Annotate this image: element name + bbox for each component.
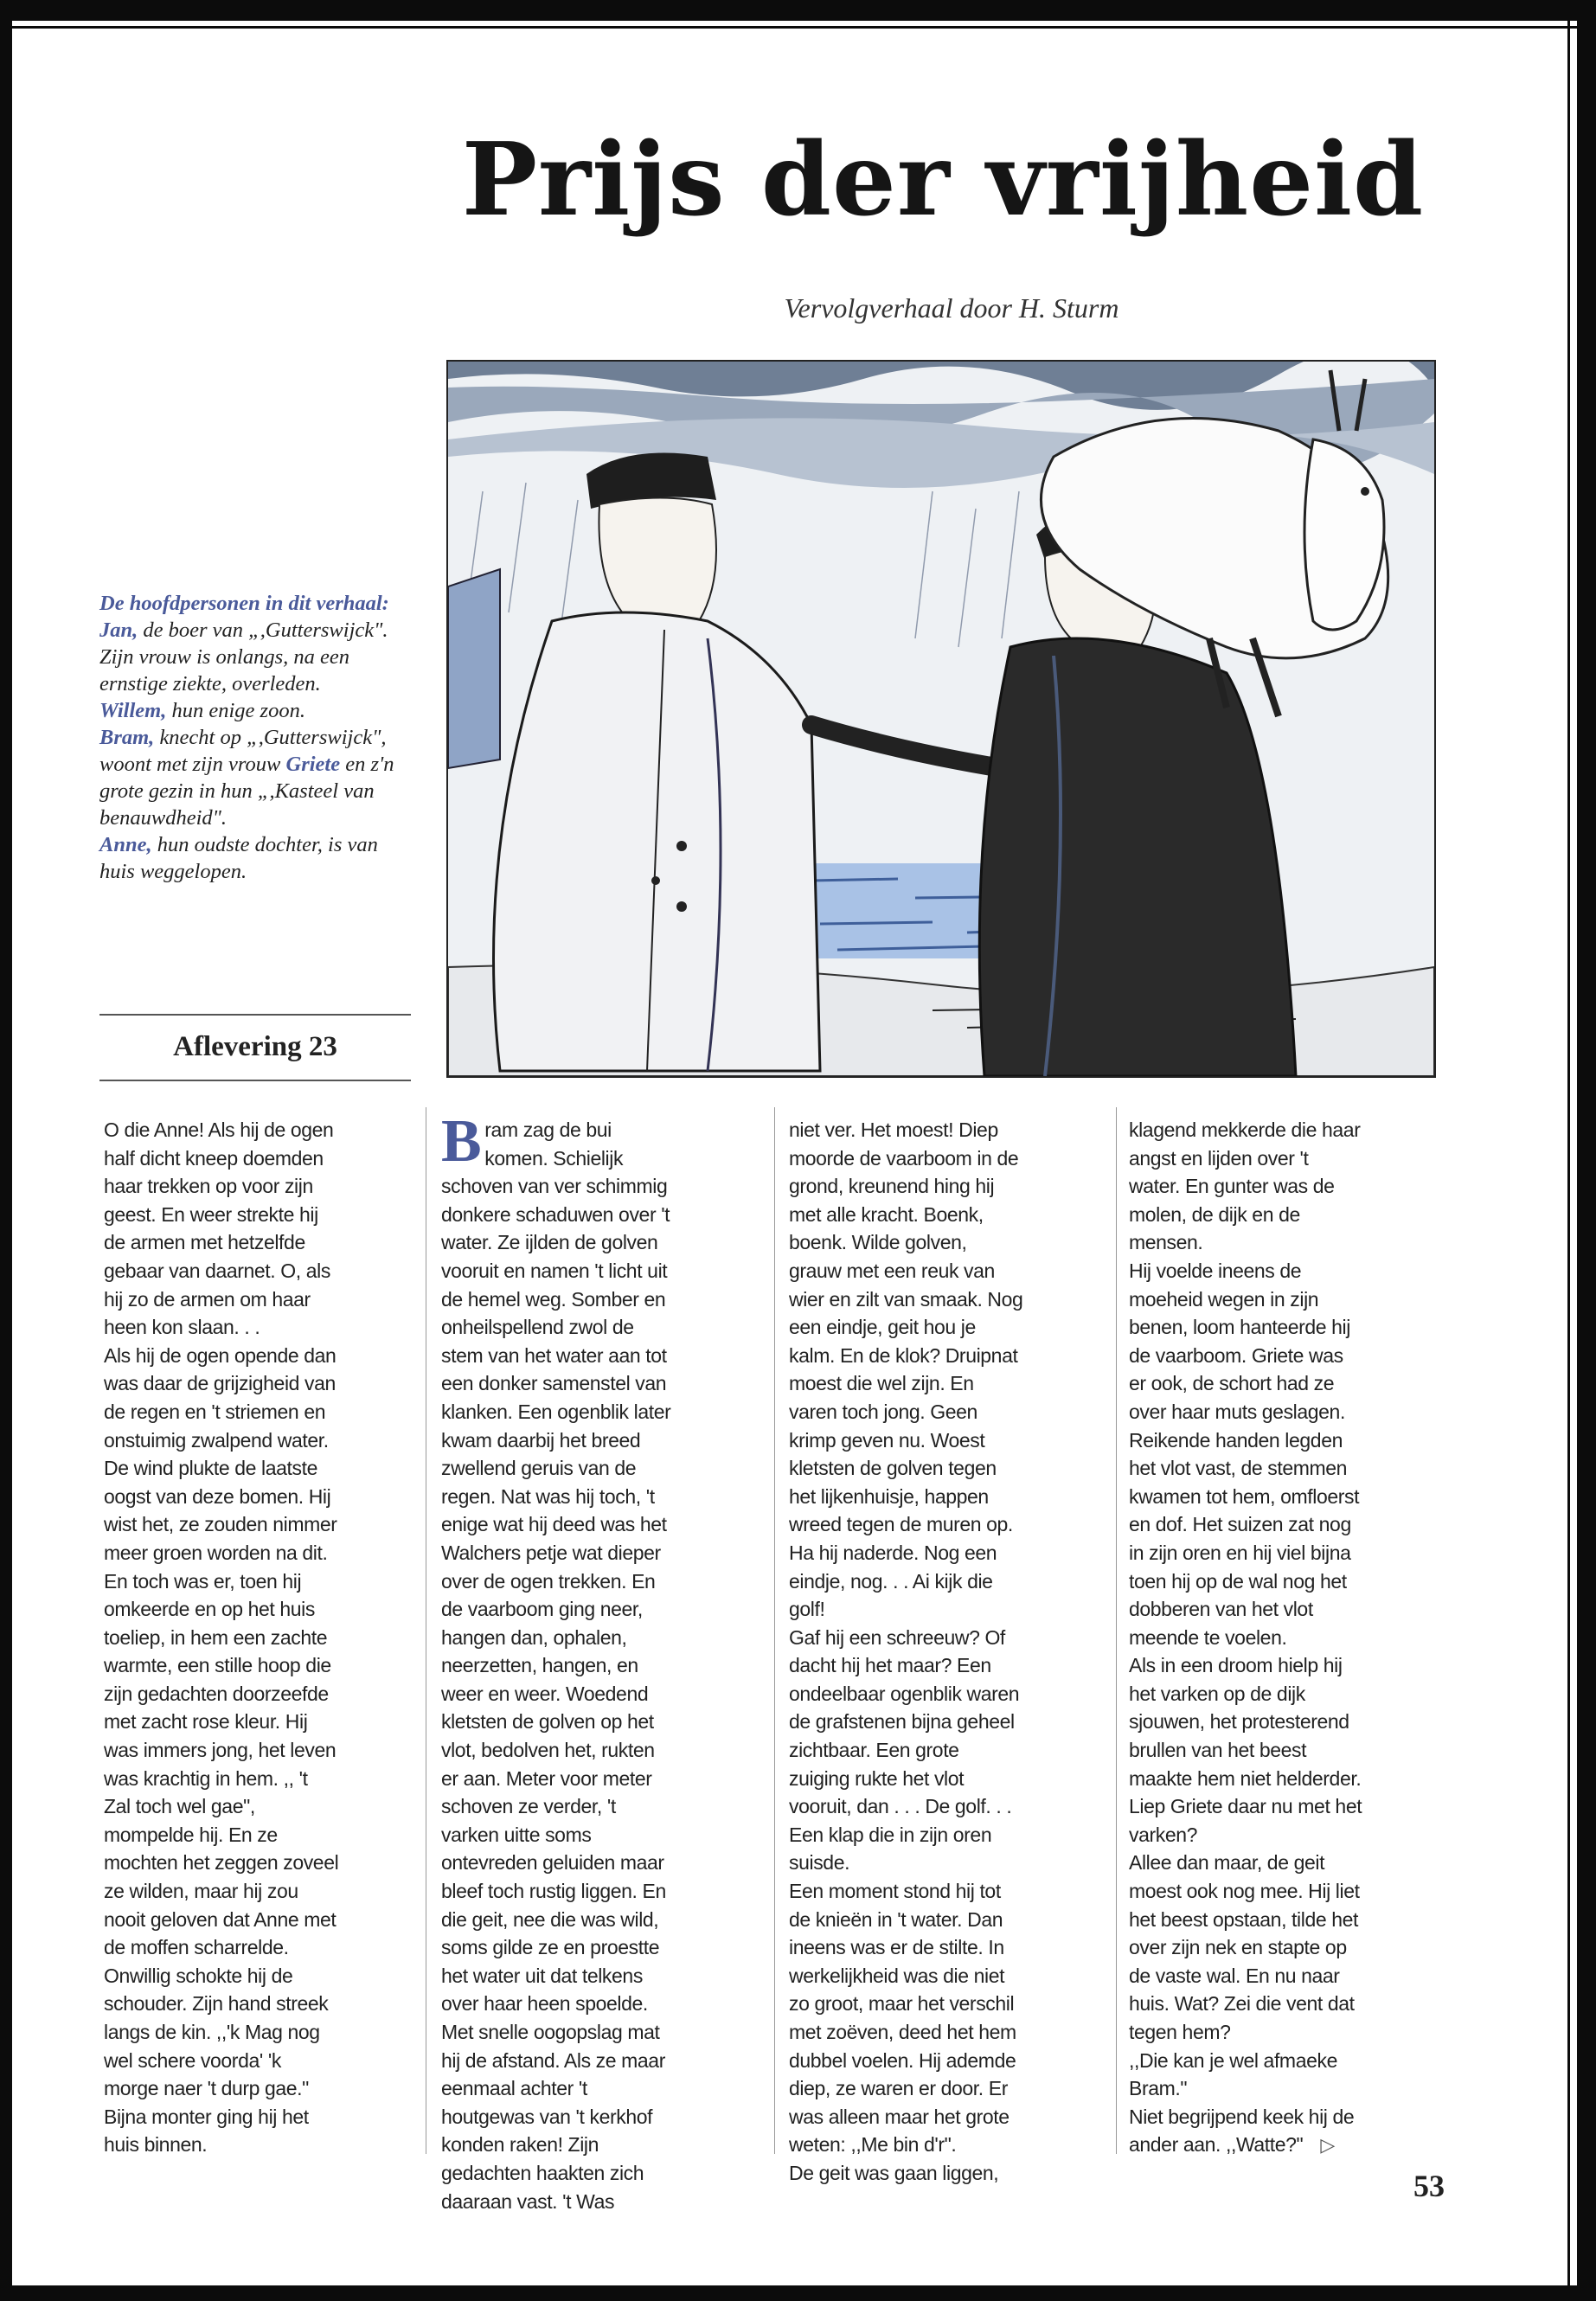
page-frame-right-line xyxy=(1567,0,1570,2301)
text-column-4 xyxy=(1129,1116,1364,2160)
page-frame-left xyxy=(0,0,12,2301)
character-willem xyxy=(99,697,411,724)
paragraph xyxy=(1129,2103,1364,2160)
paragraph-text: ram zag de bui komen. Schielijk schoven van ver schimmig donkere schaduwen over 't water. Ze ijlden de golven vooruit en namen 't licht uit de hemel weg. Somber en onheilspellend zwol de stem van het water aan tot een donker samenstel van klanken. Een ogenblik later kwam daarbij het breed zwellend geruis van de regen. Nat was hij toch, 't enige wat hij deed was het Walchers petje wat dieper over de ogen trekken. En de vaarboom ging neer, hangen dan, ophalen, neerzetten, hangen, en weer en weer. Woedend kletsten de golven op het vlot, bedolven het, rukten er aan. Meter voor meter schoven ze verder, 't varken uitte soms ontevreden geluiden maar bleef toch rustig liggen. En die geit, nee die was wild, soms gilde ze en proestte het water uit dat telkens over haar heen spoelde. Met snelle oogopslag mat hij de afstand. Als ze maar eenmaal achter 't houtgewas van 't kerkhof konden raken! Zijn gedachten haakten zich daaraan vast. 't Was xyxy=(441,1118,671,2213)
character-list-heading: De hoofdpersonen in dit verhaal: xyxy=(99,592,389,615)
character-desc: hun enige zoon. xyxy=(166,699,305,722)
character-desc-griete: en z'n grote gezin in hun „,Kasteel van benauwdheid". xyxy=(99,753,394,830)
article-title: Prijs der vrijheid xyxy=(461,121,1425,239)
paragraph: niet ver. Het moest! Diep moorde de vaarboom in de grond, kreunend hing hij met alle kracht. Boenk, boenk. Wilde golven, grauw met een reuk van wier en zilt van smaak. Nog een eindje, geit hou je kalm. En de klok? Druipnat moest die wel zijn. En varen toch jong. Geen krimp geven nu. Woest kletsten de golven tegen het lijkenhuisje, happen wreed tegen de muren op. Ha hij naderde. Nog een eindje, nog. . . Ai kijk die golf! xyxy=(789,1118,1023,1621)
page-frame-top xyxy=(0,0,1596,21)
drop-cap: B xyxy=(441,1108,482,1175)
continue-arrow-icon: ▷ xyxy=(1320,2134,1335,2157)
character-desc: knecht op „,Gutterswijck", woont met zijn vrouw xyxy=(99,726,387,776)
text-column-2 xyxy=(441,1108,676,2215)
paragraph: ,,Die kan je wel afmaeke Bram." xyxy=(1129,2048,1337,2100)
paragraph: Gaf hij een schreeuw? Of dacht hij het maar? Een ondeelbaar ogenblik waren de grafstenen bijna geheel zichtbaar. Een grote zuiging rukte het vlot vooruit, dan . . . De golf. . . Een klap die in zijn oren suisde. xyxy=(789,1625,1020,1875)
text-column-3 xyxy=(789,1116,1024,2188)
paragraph: Allee dan maar, de geit moest ook nog mee. Hij liet het beest opstaan, tilde het over zijn nek en stapte op de vaste wal. En nu naar huis. Wat? Zei die vent dat tegen hem? xyxy=(1129,1851,1360,2043)
character-name: Jan, xyxy=(99,619,138,642)
paragraph: De geit was gaan liggen, xyxy=(789,2161,999,2184)
page-number: 53 xyxy=(1413,2169,1445,2203)
text-column-1 xyxy=(104,1116,339,2159)
episode-rule-top xyxy=(99,1014,411,1016)
column-divider xyxy=(774,1107,775,2154)
character-name-griete: Griete xyxy=(285,753,341,776)
column-divider xyxy=(1116,1107,1117,2154)
paragraph: Reikende handen legden het vlot vast, de stemmen kwamen tot hem, omfloerst en dof. Het suizen zat nog in zijn oren en hij viel bijna toen hij op de wal nog het dobberen van het vlot meende te voelen. xyxy=(1129,1428,1360,1649)
article-byline: Vervolgverhaal door H. Sturm xyxy=(784,292,1119,324)
character-anne xyxy=(99,831,411,885)
paragraph: Liep Griete daar nu met het varken? xyxy=(1129,1795,1362,1846)
page-frame-top-line xyxy=(0,26,1596,29)
page-frame-right xyxy=(1577,0,1596,2301)
paragraph: klagend mekkerde die haar angst en lijden over 't water. En gunter was de molen, de dijk en de mensen. xyxy=(1129,1118,1361,1254)
paragraph: Als in een droom hielp hij het varken op de dijk sjouwen, het protesterend brullen van het beest maakte hem niet helderder. xyxy=(1129,1654,1362,1790)
character-desc: de boer van „,Gutterswijck". Zijn vrouw is onlangs, na een ernstige ziekte, overleden. xyxy=(99,619,388,695)
paragraph-text: Niet begrijpend keek hij de ander aan. ,,Watte?" xyxy=(1129,2105,1355,2157)
character-name: Willem, xyxy=(99,699,167,722)
story-illustration xyxy=(446,360,1436,1078)
paragraph: Als hij de ogen opende dan was daar de grijzigheid van de regen en 't striemen en onstuimig zwalpend water. De wind plukte de laatste oogst van deze bomen. Hij wist het, ze zouden nimmer meer groen worden na dit. En toch was er, toen hij omkeerde en op het huis toeliep, in hem een zachte warmte, een stille hoop die zijn gedachten doorzeefde met zacht rose kleur. Hij was immers jong, het leven was krachtig in hem. ,, 't Zal toch wel gae", mompelde hij. En ze mochten het zeggen zoveel ze wilden, maar hij zou nooit geloven dat Anne met de moffen scharrelde. Onwillig schokte hij de schouder. Zijn hand streek langs de kin. ,,'k Mag nog wel schere voorda' 'k morge naer 't durp gae." Bijna monter ging hij het huis binnen. xyxy=(104,1343,339,2157)
paragraph xyxy=(441,1108,676,2215)
character-desc: hun oudste dochter, is van huis weggelopen. xyxy=(99,833,378,883)
episode-rule-bottom xyxy=(99,1080,411,1081)
character-name: Anne, xyxy=(99,833,152,856)
paragraph: Een moment stond hij tot de knieën in 't water. Dan ineens was er de stilte. In werkelijkheid was die niet zo groot, maar het verschil met zoëven, deed het hem dubbel voelen. Hij ademde diep, ze waren er door. Er was alleen maar het grote weten: ,,Me bin d'r". xyxy=(789,1880,1016,2157)
episode-label: Aflevering 23 xyxy=(173,1031,337,1062)
character-name: Bram, xyxy=(99,726,155,749)
page-frame-bottom xyxy=(0,2285,1596,2301)
paragraph: Hij voelde ineens de moeheid wegen in zijn benen, loom hanteerde hij de vaarboom. Griete was er ook, de schort had ze over haar muts geslagen. xyxy=(1129,1259,1350,1423)
character-jan xyxy=(99,617,411,697)
character-list xyxy=(99,590,411,885)
illustration-drawing xyxy=(448,362,1434,1076)
character-bram xyxy=(99,724,411,831)
paragraph: O die Anne! Als hij de ogen half dicht kneep doemden haar trekken op voor zijn geest. En weer strekte hij de armen met hetzelfde gebaar van daarnet. O, als hij zo de armen om haar heen kon slaan. . . xyxy=(104,1118,334,1339)
